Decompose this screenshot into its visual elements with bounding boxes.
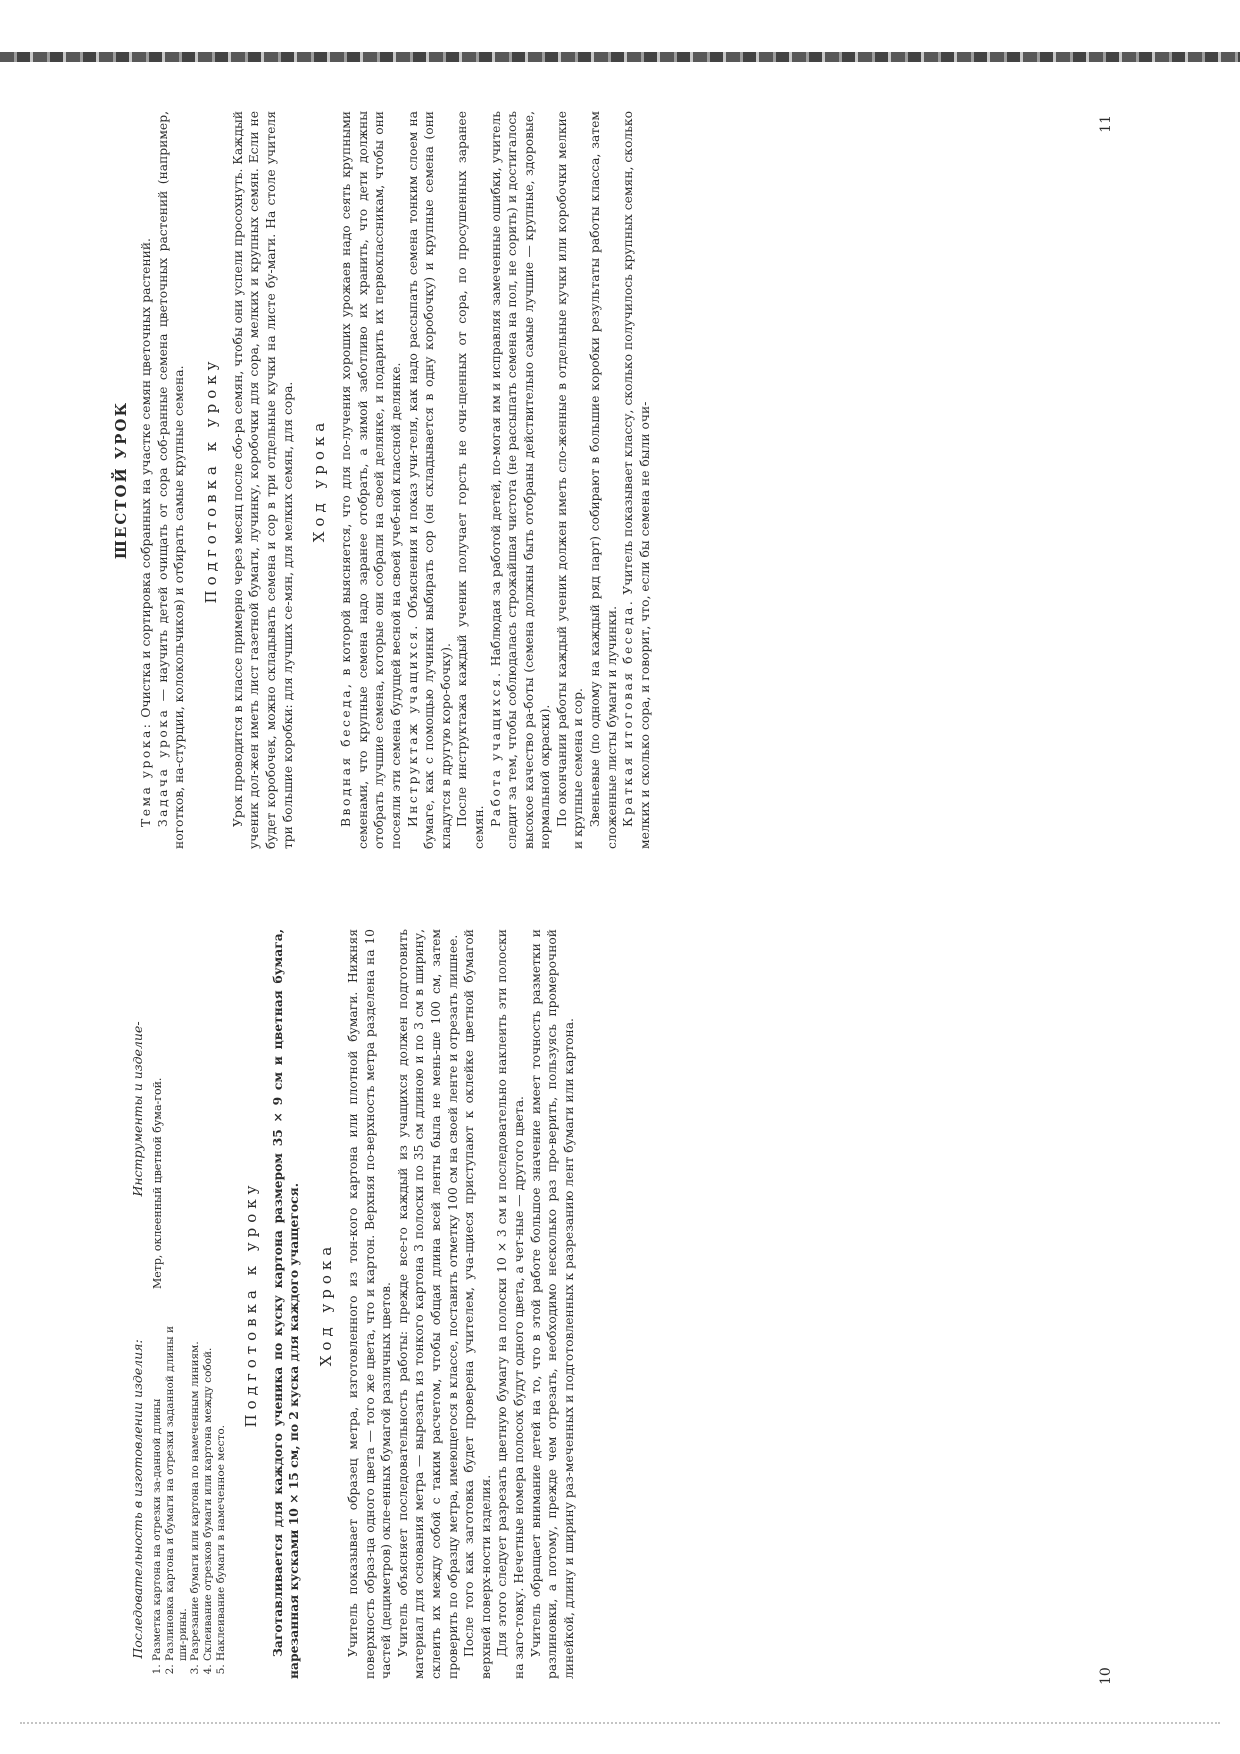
- paragraph: Учитель объясняет последовательность работы: прежде все-го каждый из учащихся должен подготовить материал для основания метра — вырезать из тонкого картона 3 полоски по 35 см длиною и по 3 см в ширину, склеить их между собой с таким расчетом, чтобы общая длина всей ленты была не мень-ше 100 см, затем проверить по образцу метра, имеющегося в классе, поставить отметку 100 см на своей ленте и отрезать лишнее.: [395, 929, 460, 1679]
- book-spread: [90, 75, 1140, 1715]
- instruction-label: Инструктаж учащихся.: [405, 623, 420, 827]
- end-text: По окончании работы каждый ученик должен иметь сло-женные в отдельные кучки или коробочки мелкие и крупные семена и сор.: [554, 111, 586, 849]
- course-title: Ход урока: [316, 1241, 335, 1367]
- course-title: Ход урока: [310, 417, 329, 543]
- prep-text: Заготавливается для каждого ученика по куску картона размером 35 × 9 см и цветная бумага, нарезанная кусками 10 × 15 см, по 2 куска для каждого учащегося.: [269, 929, 302, 1679]
- page-number: 10: [1098, 1667, 1114, 1685]
- link-text: Звеньевые (по одному на каждый ряд парт) собирают в большие коробки результаты работы класса, затем сложенные листы бумаги и лучинки.: [588, 111, 619, 849]
- work-label: Работа учащихся.: [488, 670, 503, 827]
- paragraph: После того как заготовка будет проверена учителем, уча-щиеся приступают к оклейке цветной бумагой верхней поверх-ности изделия.: [462, 929, 493, 1679]
- step-4: 4. Склеивание отрезков бумаги или картона между собой.: [202, 1319, 215, 1661]
- scan-edge-bottom: [20, 1722, 1220, 1725]
- lesson-title: ШЕСТОЙ УРОК: [112, 400, 130, 560]
- intro-text: в которой выясняется, что для по-лучения хороших урожаев надо сеять крупными семенами, что крупные семена надо заранее отобрать, а зимой заботливо их хранить, что дети должны отобрать лучшие семена, которые они собрали на своей делянке, и подарить их первоклассникам, чтобы они посеяли эти семена будущей весной на своей учеб-ной классной делянке.: [339, 111, 403, 849]
- task-text: — научить детей очищать от сора соб-ранные семена цветочных растений (например, ноготков, на-стурции, колокольчиков) и отбирать самые крупные семена.: [155, 111, 187, 849]
- prep-title: Подготовка к уроку: [201, 356, 220, 604]
- prep-title: Подготовка к уроку: [241, 1180, 260, 1428]
- page-10: [90, 895, 1140, 1715]
- sequence-table: [130, 929, 228, 1679]
- work-text: Наблюдая за работой детей, по-могая им и исправляя замеченные ошибки, учитель следит за тем, чтобы соблюдалась строжайшая чистота (не рассыпать семена на пол, не сорить) и достигалось высокое качество ра-боты (семена должны быть отобраны действительно самые лучшие — крупные, здоровые, нормальной окраски).: [488, 111, 553, 849]
- final-text: Учитель показывает классу, сколько получилось крупных семян, сколько мелких и сколько сора, и говорит, что, если бы семена не были очи-: [621, 111, 652, 849]
- after-instruction: После инструктажа каждый ученик получает горсть не очи-щенных от сора, по просушенных заранее семян.: [455, 111, 486, 849]
- tools-text: Метр, оклеенный цветной бума-гой.: [151, 1077, 164, 1289]
- step-1: 1. Разметка картона на отрезки за-данной длины: [151, 1319, 164, 1661]
- tools-column: [130, 929, 228, 1289]
- step-2: 2. Разлиновка картона и бумаги на отрезки заданной длины и ши-рины.: [164, 1319, 190, 1661]
- topic-label: Тема урока:: [139, 721, 153, 827]
- sequence-list: [151, 1319, 228, 1679]
- sequence-column: [130, 1319, 228, 1679]
- paragraph: Учитель обращает внимание детей на то, что в этой работе большое значение имеет точность разметки и разлиновки, а потому, прежде чем отрезать, необходимо несколько раз про-верить, пользуясь промерочной линейкой, длину и ширину раз-меченных и подготовленных к разрезанию лент бумаги или картона.: [528, 929, 576, 1679]
- step-5: 5. Наклеивание бумаги в намеченное место.: [215, 1319, 228, 1661]
- scan-edge-top: [0, 52, 1240, 62]
- topic-text: Очистка и сортировка собранных на участке семян цветочных растений.: [139, 238, 153, 718]
- page-number: 11: [1098, 115, 1114, 133]
- paragraph: Для этого следует разрезать цветную бумагу на полоски 10 × 3 см и последовательно наклеить эти полоски на заго-товку. Нечетные номера полосок будут одного цвета, а чет-ные — другого цвета.: [495, 929, 526, 1679]
- page-11: [90, 75, 1140, 895]
- intro-label: Вводная беседа,: [339, 681, 354, 827]
- prep-text: Урок проводится в классе примерно через месяц после сбо-ра семян, чтобы они успели просохнуть. Каждый ученик дол-жен иметь лист газетной бумаги, лучинку, коробочки для сора, мелких и крупных семян. Если не будет коробочек, можно складывать семена и сор в три отдельные кучки на листе бу-маги. На столе учителя три большие коробки: для лучших се-мян, для мелких семян, для сора.: [230, 110, 295, 849]
- instruction-text: Объяснения и показ учи-теля, как надо рассыпать семена тонким слоем на бумаге, как с помощью лучинки выбирать сор (он складывается в одну коробочку) и крупные семена (они кладутся в другую коро-бочку).: [405, 111, 453, 849]
- final-label: Краткая итоговая беседа.: [621, 598, 636, 827]
- tools-header: Инструменты и изделие-: [130, 1021, 145, 1197]
- task-label: Задача урока: [155, 707, 170, 827]
- step-3: 3. Разрезание бумаги или картона по намеченным линиям.: [189, 1319, 202, 1661]
- sequence-header: Последовательность в изготовлении изделия:: [130, 1339, 145, 1659]
- paragraph: Учитель показывает образец метра, изготовленного из тон-кого картона или плотной бумаги. Нижняя поверхность образ-ца одного цвета — того же цвета, что и картон. Верхняя по-верхность метра разделена на 10 частей (дециметров) окле-енных бумагой различных цветов.: [345, 929, 394, 1679]
